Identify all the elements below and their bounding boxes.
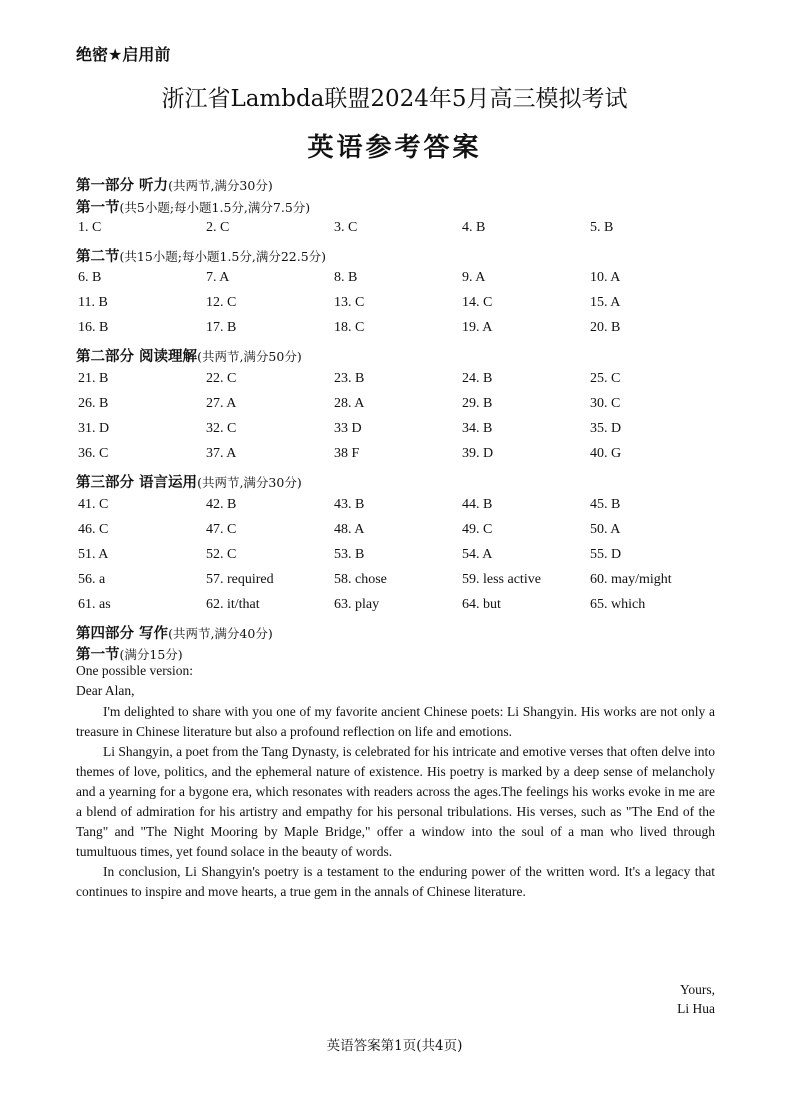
part4-section1-note: (满分15分) [119,647,183,662]
answer-cell: 58. chose [334,572,387,587]
answer-row [76,522,736,540]
answer-cell: 17. B [206,320,237,335]
answer-cell: 23. B [334,371,365,386]
answer-cell: 16. B [78,320,109,335]
exam-title: 浙江省Lambda联盟2024年5月高三模拟考试 [161,86,628,112]
letter-paragraph: In conclusion, Li Shangyin's poetry is a testament to the enduring power of the written word. It's a legacy that continues to inspire and move hearts, a true gem in the annals of Chinese literature. [76,864,715,899]
letter-greeting: Dear Alan, [76,683,135,698]
answer-row [76,270,736,288]
letter-body [76,702,715,902]
answer-cell: 10. A [590,270,621,285]
answer-cell: 21. B [78,371,109,386]
answer-cell: 40. G [590,446,622,461]
answer-cell: 11. B [78,295,108,310]
answer-cell: 8. B [334,270,358,285]
letter-signature: Li Hua [677,1001,715,1016]
part1-note: (共两节,满分30分) [168,178,273,193]
answer-cell: 34. B [462,421,493,436]
answer-cell: 62. it/that [206,597,260,612]
answer-cell: 12. C [206,295,237,310]
part1-section2-title: 第二节 [76,249,120,265]
part3-heading [76,471,302,492]
answer-row [76,597,736,615]
answer-cell: 41. C [78,497,109,512]
answer-cell: 31. D [78,421,110,436]
answer-row [76,295,736,313]
answer-cell: 64. but [462,597,501,612]
part1-section1-title: 第一节 [76,200,120,216]
answer-row [76,220,736,238]
answer-cell: 52. C [206,547,237,562]
answer-cell: 51. A [78,547,109,562]
answer-cell: 2. C [206,220,230,235]
part3-title: 第三部分 语言运用 [76,475,198,491]
answer-cell: 63. play [334,597,380,612]
answer-cell: 55. D [590,547,622,562]
answer-cell: 7. A [206,270,230,285]
answer-cell: 20. B [590,320,621,335]
answer-cell: 27. A [206,396,237,411]
version-label: One possible version: [76,663,193,678]
part1-heading [76,174,273,195]
answer-cell: 30. C [590,396,621,411]
answer-cell: 47. C [206,522,237,537]
answer-cell: 44. B [462,497,493,512]
answer-row [76,421,736,439]
part3-note: (共两节,满分30分) [197,475,302,490]
answer-cell: 36. C [78,446,109,461]
part1-section1-heading [76,196,310,217]
part4-section1-title: 第一节 [76,647,120,663]
answer-row [76,371,736,389]
answer-cell: 56. a [78,572,106,587]
answer-cell: 28. A [334,396,365,411]
answer-cell: 54. A [462,547,493,562]
answer-row [76,497,736,515]
answer-cell: 9. A [462,270,486,285]
answer-cell: 13. C [334,295,365,310]
letter-paragraph: I'm delighted to share with you one of my favorite ancient Chinese poets: Li Shangyin. His works are not only a treasure in Chinese literature but also a profound reflection on life and emotions. [76,704,715,739]
answer-cell: 50. A [590,522,621,537]
answer-cell: 32. C [206,421,237,436]
answer-cell: 65. which [590,597,646,612]
answer-cell: 43. B [334,497,365,512]
secret-label: 绝密★启用前 [76,45,171,64]
part4-title: 第四部分 写作 [76,626,169,642]
part1-section1-note: (共5小题;每小题1.5分,满分7.5分) [119,200,311,215]
answer-cell: 46. C [78,522,109,537]
answer-cell: 35. D [590,421,622,436]
part1-section2-note: (共15小题;每小题1.5分,满分22.5分) [119,249,327,264]
part1-section2-heading [76,245,326,266]
answer-row [76,572,736,590]
part4-heading [76,622,273,643]
answer-cell: 25. C [590,371,621,386]
answer-cell: 57. required [206,572,274,587]
answer-row [76,547,736,565]
answer-cell: 15. A [590,295,621,310]
part4-note: (共两节,满分40分) [168,626,273,641]
answer-cell: 33 D [334,421,362,436]
page-footer: 英语答案第1页(共4页) [326,1038,463,1054]
letter-closing: Yours, [679,982,715,997]
answer-cell: 3. C [334,220,358,235]
answer-cell: 38 F [334,446,360,461]
answer-cell: 48. A [334,522,365,537]
document-title: 英语参考答案 [307,133,482,163]
answer-cell: 42. B [206,497,237,512]
answer-row [76,446,736,464]
answer-cell: 60. may/might [590,572,672,587]
answer-cell: 59. less active [462,572,541,587]
answer-cell: 19. A [462,320,493,335]
answer-cell: 6. B [78,270,102,285]
answer-row [76,320,736,338]
answer-cell: 1. C [78,220,102,235]
part2-note: (共两节,满分50分) [197,349,302,364]
answer-cell: 39. D [462,446,494,461]
answer-cell: 26. B [78,396,109,411]
answer-row [76,396,736,414]
answer-cell: 24. B [462,371,493,386]
answer-cell: 37. A [206,446,237,461]
answer-cell: 49. C [462,522,493,537]
answer-cell: 14. C [462,295,493,310]
answer-cell: 45. B [590,497,621,512]
answer-cell: 29. B [462,396,493,411]
part1-title: 第一部分 听力 [76,178,169,194]
answer-cell: 5. B [590,220,614,235]
part4-section1-heading [76,643,183,664]
part2-heading [76,345,302,366]
part2-title: 第二部分 阅读理解 [76,349,198,365]
answer-cell: 4. B [462,220,486,235]
answer-cell: 22. C [206,371,237,386]
letter-paragraph: Li Shangyin, a poet from the Tang Dynasty, is celebrated for his intricate and emotive verses that often delve into themes of love, politics, and the ephemeral nature of existence. His poetry is marked by a deep sense of melancholy and a yearning for a bygone era, which resonates with readers across the ages.The feelings his works evoke in me are a blend of admiration for his artistry and empathy for his personal tribulations. His verses, such as "The End of the Tang" and "The Night Mooring by Maple Bridge," offer a window into the soul of a man who lived through tumultuous times, yet found solace in the beauty of words. [76,744,715,859]
answer-cell: 53. B [334,547,365,562]
answer-cell: 18. C [334,320,365,335]
answer-cell: 61. as [78,597,111,612]
